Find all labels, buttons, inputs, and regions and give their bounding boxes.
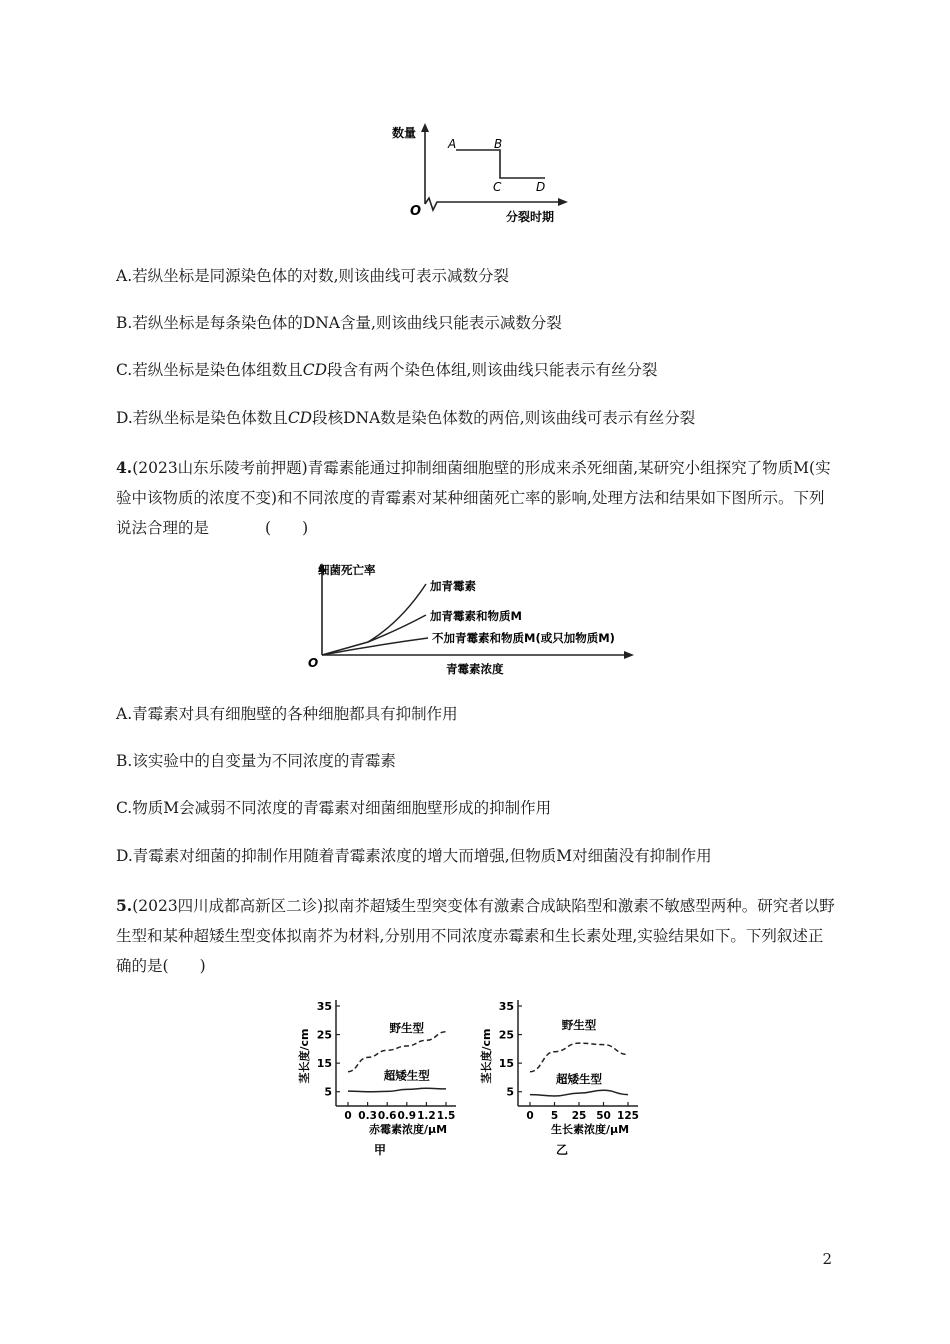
figure-step-graph — [380, 120, 580, 230]
q5-text: (2023四川成都高新区二诊)拟南芥超矮生型突变体有激素合成缺陷型和激素不敏感型两种。研究者以野生型和某种超矮生型变体拟南芥为材料,分别用不同浓度赤霉素和生长素处理,实验结果如下。下列叙述正确的是 — [116, 897, 835, 975]
q4-number: 4. — [116, 458, 133, 477]
x-tick-label: 5 — [550, 1110, 559, 1122]
curve1-label: 加青霉素 — [430, 579, 476, 593]
origin-label: O — [308, 656, 319, 670]
y-axis-label: 茎长度/cm — [298, 1028, 311, 1084]
curve3-label: 不加青霉素和物质M(或只加物质M) — [432, 631, 615, 645]
y-axis-label: 茎长度/cm — [480, 1028, 493, 1084]
series-label: 野生型 — [561, 1018, 597, 1033]
series-line-dwarf — [348, 1088, 446, 1091]
chart-title: 乙 — [555, 1143, 569, 1157]
y-tick-label: 5 — [324, 1085, 332, 1099]
q3-option-b: B.若纵坐标是每条染色体的DNA含量,则该曲线只能表示减数分裂 — [116, 314, 562, 332]
series-line-dwarf — [530, 1090, 628, 1096]
q3-option-c-pre: C.若纵坐标是染色体组数且 — [116, 361, 303, 379]
q3-option-d-pre: D.若纵坐标是染色体数且 — [116, 409, 288, 427]
x-axis — [425, 198, 562, 210]
curve-penicillin — [322, 584, 426, 655]
y-tick-label: 25 — [498, 1028, 514, 1042]
x-axis-arrow — [558, 198, 568, 206]
q3-option-d — [116, 406, 695, 430]
chart-jia — [296, 994, 486, 1166]
origin-label: O — [410, 204, 422, 219]
q5-number: 5. — [116, 896, 133, 915]
q5-answer-paren: ( ) — [162, 957, 206, 975]
y-axis-label: 细菌死亡率 — [318, 563, 376, 577]
x-tick-label: 0.6 — [377, 1110, 397, 1122]
point-a-label: A — [448, 137, 457, 151]
q3-option-c-segment: CD — [302, 361, 328, 379]
q4-stem — [116, 453, 838, 543]
q4-option-b: B.该实验中的自变量为不同浓度的青霉素 — [116, 752, 396, 770]
curve-control — [322, 638, 428, 655]
step-curve — [456, 150, 545, 178]
x-tick-label: 0.9 — [397, 1110, 417, 1122]
series-line-wild-type — [530, 1043, 628, 1072]
x-tick-label: 0 — [526, 1110, 534, 1122]
series-label: 超矮生型 — [383, 1068, 430, 1083]
x-tick-label: 1.5 — [436, 1110, 456, 1122]
point-b-label: B — [494, 137, 503, 151]
x-axis-label: 青霉素浓度 — [446, 662, 504, 676]
y-tick-label: 25 — [316, 1028, 332, 1042]
point-c-label: C — [493, 180, 502, 194]
q4-option-c: C.物质M会减弱不同浓度的青霉素对细菌细胞壁形成的抑制作用 — [116, 799, 552, 817]
x-tick-label: 25 — [571, 1110, 587, 1122]
y-tick-label: 5 — [506, 1085, 514, 1099]
q4-option-a: A.青霉素对具有细胞壁的各种细胞都具有抑制作用 — [116, 705, 458, 723]
x-axis-label: 赤霉素浓度/μM — [368, 1123, 448, 1136]
chart-title: 甲 — [373, 1143, 387, 1157]
q4-option-d: D.青霉素对细菌的抑制作用随着青霉素浓度的增大而增强,但物质M对细菌没有抑制作用 — [116, 847, 712, 865]
y-tick-label: 35 — [316, 1000, 332, 1013]
q4-answer-paren: ( ) — [265, 519, 309, 537]
point-d-label: D — [536, 180, 546, 194]
y-axis-label: 数量 — [392, 126, 417, 140]
y-tick-label: 15 — [316, 1057, 332, 1071]
curve2-label: 加青霉素和物质M — [430, 609, 522, 623]
series-label: 超矮生型 — [556, 1072, 602, 1087]
q3-option-c — [116, 358, 657, 382]
q4-text: (2023山东乐陵考前押题)青霉素能通过抑制细菌细胞壁的形成来杀死细菌,某研究小组探究了物质M(实验中该物质的浓度不变)和不同浓度的青霉素对某种细菌死亡率的影响,处理方法和结果如下图所示。下列说法合理的是 — [116, 459, 831, 537]
q3-option-c-post: 段含有两个染色体组,则该曲线只能表示有丝分裂 — [327, 361, 658, 379]
x-tick-label: 50 — [596, 1110, 611, 1122]
figure-death-rate — [306, 560, 656, 680]
x-axis-arrow — [624, 651, 634, 659]
x-tick-label: 0.3 — [358, 1110, 377, 1122]
q3-option-a: A.若纵坐标是同源染色体的对数,则该曲线可表示减数分裂 — [116, 267, 510, 285]
page-number: 2 — [822, 1250, 832, 1268]
x-axis-label: 分裂时期 — [506, 210, 555, 224]
q3-option-d-segment: CD — [287, 409, 313, 427]
q5-stem — [116, 891, 838, 981]
x-tick-label: 125 — [617, 1110, 639, 1122]
x-tick-label: 0 — [344, 1110, 352, 1122]
x-tick-label: 1.2 — [417, 1110, 436, 1122]
y-axis-arrow — [421, 123, 429, 132]
y-tick-label: 35 — [498, 1000, 514, 1013]
chart-yi — [478, 994, 668, 1166]
y-tick-label: 15 — [498, 1057, 514, 1071]
x-axis-label: 生长素浓度/μM — [550, 1123, 630, 1136]
series-label: 野生型 — [389, 1021, 425, 1035]
q3-option-d-post: 段核DNA数是染色体数的两倍,则该曲线可表示有丝分裂 — [312, 409, 696, 427]
series-line-wild-type — [348, 1032, 446, 1072]
